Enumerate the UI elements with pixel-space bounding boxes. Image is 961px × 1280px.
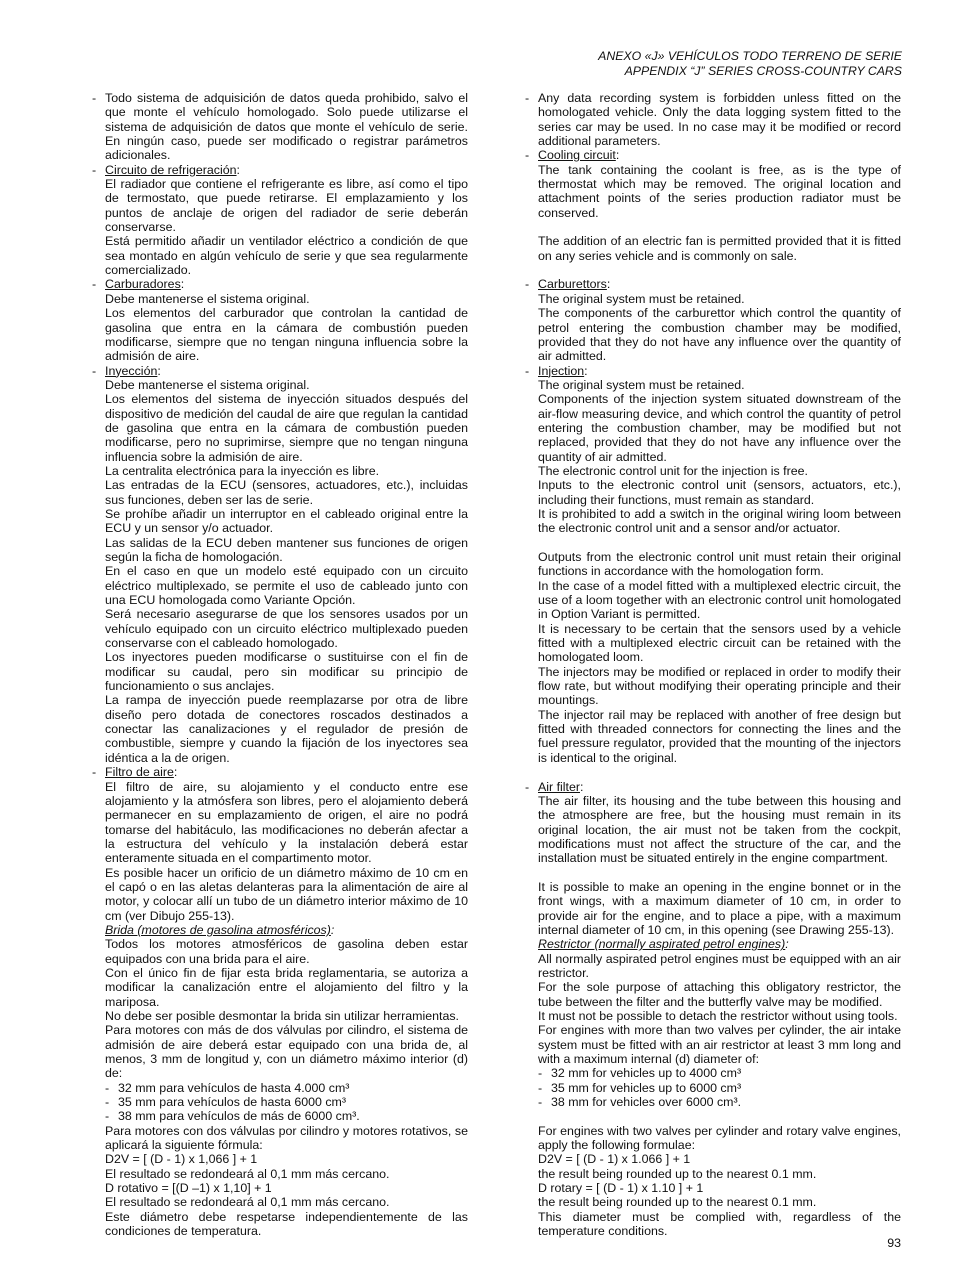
- dash-bullet: -: [525, 277, 530, 292]
- section-heading: - Carburettors:: [525, 277, 611, 292]
- paragraph-text: the result being rounded up to the nearest 0.1 mm.: [538, 1195, 817, 1210]
- paragraph-text: El radiador que contiene el refrigerante es libre, así como el tipo de termostato, que puede retirarse. El emplazamiento y los puntos de anclaje de origen del radiador de serie deberán conservarse.: [105, 177, 468, 235]
- paragraph: [92, 966, 468, 1009]
- list-item: [525, 1095, 901, 1109]
- header-title-spanish: ANEXO «J» VEHÍCULOS TODO TERRENO DE SERIE: [598, 49, 902, 63]
- paragraph: [525, 163, 901, 220]
- paragraph-text: 32 mm for vehicles up to 4000 cm³: [551, 1066, 742, 1081]
- paragraph: [92, 1009, 468, 1023]
- paragraph: [92, 306, 468, 363]
- paragraph: [525, 794, 901, 866]
- list-item: [92, 1109, 468, 1123]
- paragraph: [525, 464, 901, 478]
- paragraph: [92, 1181, 468, 1195]
- paragraph-text: Es posible hacer un orificio de un diámetro máximo de 10 cm en el capó o en las aletas delanteras para la alimentación de aire al motor, y colocar allí un tubo de un diámetro interior máximo de 10 cm (ver Dibujo 255-13).: [105, 865, 468, 923]
- paragraph-text: For the sole purpose of attaching this obligatory restrictor, the tube between the filter and the butterfly valve may be modified.: [538, 980, 901, 1009]
- paragraph-text: Se prohíbe añadir un interruptor en el cableado original entre la ECU y un sensor y/o actuador.: [105, 506, 468, 536]
- paragraph-text: Los elementos del sistema de inyección situados después del dispositivo de medición del caudal de aire que regulan la cantidad de gasolina que entra en la cámara de combustión pueden modificarse, pero no suprimirse, siempre que no tengan ninguna influencia sobre la admisión de aire.: [105, 392, 468, 464]
- paragraph: [92, 1195, 468, 1209]
- paragraph: [92, 693, 468, 765]
- dash-bullet: -: [105, 1080, 110, 1095]
- paragraph-text: Será necesario asegurarse de que los sensores usados por un vehículo equipado con un circuito eléctrico multiplexado pueden conservarse con el cableado homologado.: [105, 607, 468, 651]
- paragraph: [92, 564, 468, 607]
- paragraph-text: The air filter, its housing and the tube between this housing and the atmosphere are free, but the housing must remain in its original location, the air must not be taken from the cockpit, modifications must not affect the structure of the car, and the installation must be situated entirely in the engine compartment.: [538, 793, 901, 866]
- section-heading: - Filtro de aire:: [92, 765, 178, 780]
- paragraph-text: Inputs to the electronic control unit (sensors, actuators, etc.), including their functions, must remain as standard.: [538, 478, 901, 507]
- paragraph-text: Todos los motores atmosféricos de gasolina deben estar equipados con una brida para el aire.: [105, 937, 468, 966]
- paragraph: [525, 1009, 901, 1023]
- dash-bullet: -: [538, 1066, 543, 1081]
- section-heading-label: Injection: [538, 363, 585, 378]
- spanish-column: [92, 91, 468, 1239]
- dash-bullet: -: [92, 91, 97, 105]
- paragraph-text: Outputs from the electronic control unit must retain their original functions in accordance with the homologation form.: [538, 550, 901, 579]
- paragraph-text: Any data recording system is forbidden unless fitted on the homologated vehicle. Only the data logging system fitted to the series car may be used. In no case may it be modified or record additional parameters.: [538, 91, 901, 149]
- list-item: [92, 1095, 468, 1109]
- blank-line: [525, 263, 901, 277]
- paragraph-text: The electronic control unit for the injection is free.: [538, 463, 808, 478]
- paragraph: [92, 607, 468, 650]
- paragraph-text: Debe mantenerse el sistema original.: [105, 377, 310, 392]
- paragraph: [525, 378, 901, 392]
- dash-bullet: -: [92, 363, 97, 378]
- paragraph-text: Los elementos del carburador que controlan la cantidad de gasolina que entra en la cámara de combustión pueden modificarse, siempre que no tengan ninguna influencia sobre la admisión de aire.: [105, 306, 468, 364]
- section-heading-label: Air filter: [538, 779, 580, 794]
- paragraph: [525, 1167, 901, 1181]
- paragraph-text: La rampa de inyección puede reemplazarse por otra de libre diseño pero dotada de conectores roscados destinados a conectar las canalizaciones y el regulador de presión de combustible, siempre y cuando la fijación de los inyectores sea idéntica a la de origen.: [105, 693, 468, 765]
- paragraph: [525, 507, 901, 536]
- header-title-english: APPENDIX “J” SERIES CROSS-COUNTRY CARS: [624, 64, 902, 78]
- paragraph-text: It is prohibited to add a switch in the original wiring loom between the electronic control unit and a sensor and/or actuator.: [538, 506, 901, 536]
- paragraph-text: Con el único fin de fijar esta brida reglamentaria, se autoriza a modificar la canalización entre el alojamiento del filtro y la mariposa.: [105, 965, 468, 1009]
- paragraph: [92, 1152, 468, 1166]
- paragraph-text: The tank containing the coolant is free, as is the type of thermostat which may be removed. The original location and attachment points of the series production radiator must be conserved.: [538, 162, 901, 220]
- paragraph: [92, 937, 468, 966]
- paragraph: [92, 1210, 468, 1239]
- dash-bullet: -: [525, 363, 530, 378]
- section-heading-label: Circuito de refrigeración: [105, 162, 237, 177]
- paragraph: [525, 1152, 901, 1166]
- paragraph: [92, 1023, 468, 1080]
- paragraph-text: Components of the injection system situated downstream of the air-flow measuring device, and which control the quantity of petrol entering the combustion chamber, may be modified but not replaced, provided that they do not have any influence over the quantity of air admitted.: [538, 392, 901, 464]
- paragraph-text: The original system must be retained.: [538, 377, 745, 392]
- paragraph: [525, 478, 901, 507]
- section-heading: - Carburadores:: [92, 277, 185, 292]
- blank-line: [525, 220, 901, 234]
- paragraph-text: Debe mantenerse el sistema original.: [105, 291, 310, 306]
- paragraph: [92, 177, 468, 234]
- paragraph-text: 38 mm for vehicles over 6000 cm³.: [551, 1095, 742, 1110]
- paragraph: [92, 536, 468, 565]
- list-item: [525, 1066, 901, 1080]
- paragraph-text: It is possible to make an opening in the engine bonnet or in the front wings, with a maximum diameter of 10 cm, in order to provide air for the engine, and to place a pipe, with a maximum internal diameter of 10 cm, in this opening (see Drawing 255-13).: [538, 879, 901, 937]
- dash-bullet: -: [525, 91, 530, 105]
- paragraph: [525, 708, 901, 765]
- paragraph: [92, 507, 468, 536]
- paragraph-text: D rotativo = [(D –1) x 1,10] + 1: [105, 1181, 272, 1196]
- paragraph-text: The original system must be retained.: [538, 291, 745, 306]
- dash-bullet: -: [525, 779, 530, 794]
- paragraph-text: This diameter must be complied with, regardless of the temperature conditions.: [538, 1209, 901, 1239]
- paragraph-text: Para motores con dos válvulas por cilindro y motores rotativos, se aplicará la siguiente fórmula:: [105, 1123, 468, 1153]
- paragraph: [92, 234, 468, 277]
- paragraph: [525, 980, 901, 1009]
- dash-bullet: -: [105, 1095, 110, 1110]
- paragraph-text: The components of the carburettor which control the quantity of petrol entering the combustion chamber may be modified, provided that they do not have any influence over the quantity of air admitted.: [538, 306, 901, 364]
- section-heading: - Circuito de refrigeración:: [92, 162, 240, 177]
- paragraph-text: En el caso en que un modelo esté equipado con un circuito eléctrico multiplexado, se permite el uso de cableado junto con una ECU homologada como Variante Opción.: [105, 564, 468, 608]
- running-header: [598, 49, 902, 79]
- section-heading-label: Filtro de aire: [105, 765, 174, 780]
- section-heading: - Cooling circuit:: [525, 148, 620, 163]
- paragraph: [525, 1210, 901, 1239]
- paragraph: [525, 622, 901, 665]
- paragraph: [92, 1124, 468, 1153]
- paragraph: [525, 665, 901, 708]
- paragraph-text: El filtro de aire, su alojamiento y el conducto entre ese alojamiento y la atmósfera son libres, pero el alojamiento deberá permanecer en su emplazamiento de origen, el aire no podrá tomarse del habitáculo, las modificaciones no deberán afectar a la estructura del vehículo y la instalación deberá estar enteramente situada en el compartimento motor.: [105, 779, 468, 866]
- paragraph: [525, 292, 901, 306]
- paragraph-text: Todo sistema de adquisición de datos queda prohibido, salvo el que monte el vehículo homologado. Solo puede utilizarse el sistema de adquisición de datos que monte el vehículo de serie. En ningún caso, puede ser modificado o registrar parámetros adicionales.: [105, 91, 468, 163]
- paragraph-text: For engines with more than two valves per cylinder, the air intake system must be fitted with an air restrictor at least 3 mm long and with a maximum internal (d) diameter of:: [538, 1023, 901, 1067]
- subsection-heading-label: Restrictor (normally aspirated petrol engines): [538, 937, 786, 952]
- paragraph-text: The injectors may be modified or replaced in order to modify their flow rate, but without modifying their operating principle and their mountings.: [538, 664, 901, 708]
- section-heading-label: Cooling circuit: [538, 148, 616, 163]
- blank-line: [525, 765, 901, 779]
- paragraph: [525, 1023, 901, 1066]
- paragraph: [525, 392, 901, 464]
- paragraph-text: 35 mm for vehicles up to 6000 cm³: [551, 1080, 742, 1095]
- dash-bullet: -: [525, 148, 530, 163]
- paragraph: [525, 1124, 901, 1153]
- paragraph: [92, 292, 468, 306]
- paragraph-text: Las entradas de la ECU (sensores, actuadores, etc.), incluidas sus funciones, deben ser las de serie.: [105, 478, 468, 507]
- paragraph: [92, 650, 468, 693]
- paragraph: [525, 1181, 901, 1195]
- paragraph: [525, 880, 901, 937]
- paragraph: [92, 464, 468, 478]
- paragraph-text: Está permitido añadir un ventilador eléctrico a condición de que sea montado en algún vehículo de serie y que sea regularmente comercializado.: [105, 234, 468, 278]
- section-heading-label: Inyección: [105, 363, 158, 378]
- english-column: [525, 91, 901, 1239]
- paragraph-text: No debe ser posible desmontar la brida sin utilizar herramientas.: [105, 1009, 459, 1023]
- paragraph-text: El resultado se redondeará al 0,1 mm más cercano.: [105, 1166, 390, 1181]
- section-heading: - Inyección:: [92, 363, 161, 378]
- dash-bullet: -: [92, 162, 97, 177]
- paragraph: [92, 1167, 468, 1181]
- list-item: [92, 1081, 468, 1095]
- dash-bullet: -: [92, 277, 97, 292]
- dash-bullet: -: [538, 1095, 543, 1110]
- section-heading: - Injection:: [525, 363, 588, 378]
- section-heading-label: Carburettors: [538, 277, 607, 292]
- paragraph-text: It is necessary to be certain that the sensors used by a vehicle fitted with a multiplexed electric circuit can be retained with the homologated loom.: [538, 621, 901, 665]
- bullet-paragraph: [92, 91, 468, 163]
- paragraph: [92, 378, 468, 392]
- paragraph: [92, 780, 468, 866]
- paragraph: [525, 579, 901, 622]
- paragraph-text: All normally aspirated petrol engines must be equipped with an air restrictor.: [538, 951, 901, 980]
- paragraph-text: Este diámetro debe respetarse independientemente de las condiciones de temperatura.: [105, 1209, 468, 1239]
- paragraph-text: El resultado se redondeará al 0,1 mm más cercano.: [105, 1195, 390, 1210]
- paragraph-text: In the case of a model fitted with a multiplexed electric circuit, the use of a loom together with an electronic control unit homologated in Option Variant is permitted.: [538, 578, 901, 622]
- subsection-heading: Brida (motores de gasolina atmosféricos):: [105, 922, 335, 937]
- list-item: [525, 1081, 901, 1095]
- paragraph-text: the result being rounded up to the nearest 0.1 mm.: [538, 1166, 817, 1181]
- blank-line: [525, 866, 901, 880]
- paragraph-text: D2V = [ (D - 1) x 1.066 ] + 1: [538, 1152, 691, 1167]
- paragraph: [525, 550, 901, 579]
- paragraph-text: The injector rail may be replaced with another of free design but fitted with threaded connectors for connecting the lines and the fuel pressure regulator, provided that the mounting of the injectors is identical to the original.: [538, 707, 901, 765]
- subsection-heading: Restrictor (normally aspirated petrol engines):: [538, 937, 789, 952]
- paragraph-text: Para motores con más de dos válvulas por cilindro, el sistema de admisión de aire deberá estar equipado con una brida de, al menos, 3 mm de longitud y, con un diámetro máximo interior (d) de:: [105, 1023, 468, 1081]
- paragraph: [92, 478, 468, 507]
- paragraph-text: 32 mm para vehículos de hasta 4.000 cm³: [118, 1080, 350, 1095]
- dash-bullet: -: [92, 765, 97, 780]
- dash-bullet: -: [538, 1080, 543, 1095]
- paragraph-text: La centralita electrónica para la inyección es libre.: [105, 463, 380, 478]
- paragraph-text: For engines with two valves per cylinder and rotary valve engines, apply the following formulae:: [538, 1123, 901, 1153]
- paragraph-text: Las salidas de la ECU deben mantener sus funciones de origen según la ficha de homologación.: [105, 535, 468, 564]
- paragraph: [92, 392, 468, 464]
- blank-line: [525, 1109, 901, 1123]
- paragraph-text: The addition of an electric fan is permitted provided that it is fitted on any series vehicle and is commonly on sale.: [538, 234, 901, 263]
- paragraph-text: D rotary = [ (D - 1) x 1.10 ] + 1: [538, 1181, 704, 1196]
- dash-bullet: -: [105, 1109, 110, 1124]
- paragraph: [525, 952, 901, 981]
- section-heading: - Air filter:: [525, 779, 584, 794]
- section-heading-label: Carburadores: [105, 277, 181, 292]
- subsection-heading-label: Brida (motores de gasolina atmosféricos): [105, 922, 331, 937]
- paragraph-text: Los inyectores pueden modificarse o sustituirse con el fin de modificar su caudal, pero sin modificar su principio de funcionamiento o sus anclajes.: [105, 650, 468, 694]
- paragraph-text: It must not be possible to detach the restrictor without using tools.: [538, 1009, 898, 1023]
- paragraph: [525, 1195, 901, 1209]
- paragraph-text: 38 mm para vehículos de más de 6000 cm³.: [118, 1109, 360, 1124]
- paragraph-text: 35 mm para vehículos de hasta 6000 cm³: [118, 1095, 346, 1110]
- paragraph: [92, 866, 468, 923]
- blank-line: [525, 536, 901, 550]
- paragraph: [525, 234, 901, 263]
- bullet-paragraph: [525, 91, 901, 148]
- page-number: 93: [887, 1236, 901, 1250]
- paragraph-text: D2V = [ (D - 1) x 1,066 ] + 1: [105, 1152, 258, 1167]
- paragraph: [525, 306, 901, 363]
